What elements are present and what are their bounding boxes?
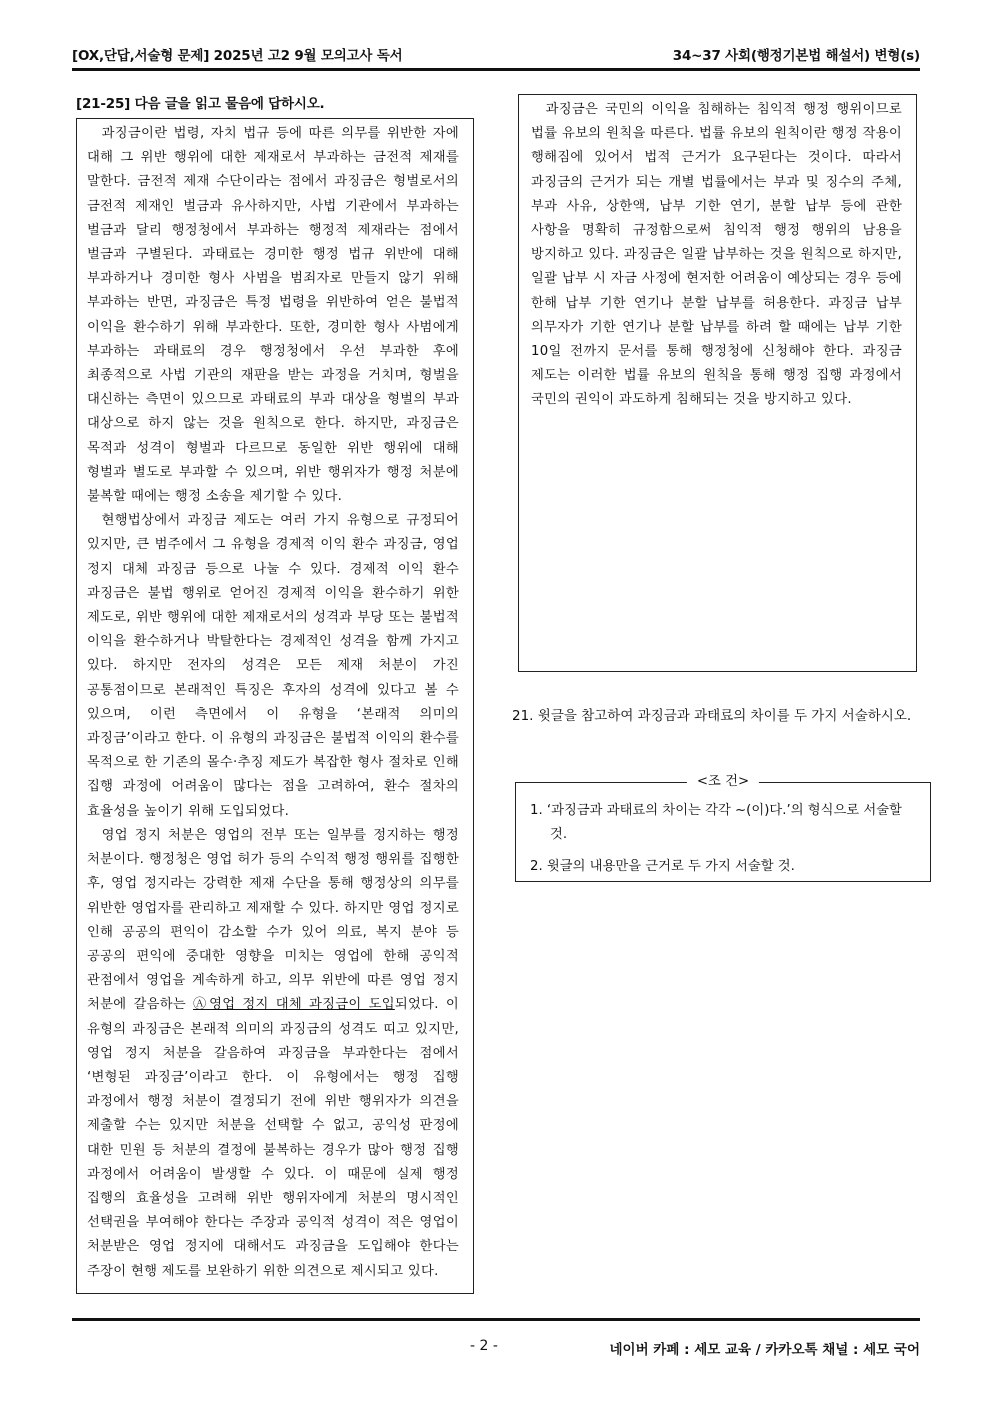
passage-paragraph-3 bbox=[87, 824, 459, 1284]
conditions-title: <조 건> bbox=[687, 773, 759, 791]
condition-item: 2. 윗글의 내용만을 근거로 두 가지 서술할 것. bbox=[530, 859, 795, 874]
footer-credit: 네이버 카페 : 세모 교육 / 카카오톡 채널 : 세모 국어 bbox=[609, 1342, 920, 1358]
header-title: [OX,단답,서술형 문제] 2025년 고2 9월 모의고사 독서 bbox=[72, 48, 403, 64]
top-divider bbox=[72, 68, 920, 71]
passage-paragraph-4: 과징금은 국민의 이익을 침해하는 침익적 행정 행위이므로 법률 유보의 원칙을 따른다. 법률 유보의 원칙이란 행정 작용이 행해짐에 있어서 법적 근거가 요구된다는 것이다. 따라서 과징금의 근거가 되는 개별 법률에서는 부과 및 징수의 주체, 부과 사유, 상한액, 납부 기한 연기, 분할 납부 등에 관한 사항을 명확히 규정함으로써 침익적 행정 행위의 남용을 방지하고 있다. 과징금은 일괄 납부하는 것을 원칙으로 하지만, 일괄 납부 시 자금 사정에 현저한 어려움이 예상되는 경우 등에 한해 납부 기한 연기나 분할 납부를 허용한다. 과징금 납부 의무자가 기한 연기나 분할 납부를 하려 할 때에는 납부 기한 10일 전까지 문서를 통해 행정청에 신청해야 한다. 과징금 제도는 이러한 법률 유보의 원칙을 통해 행정 집행 과정에서 국민의 권익이 과도하게 침해되는 것을 방지하고 있다. bbox=[531, 102, 902, 408]
passage-box-right bbox=[518, 94, 917, 672]
underlined-marker-a: Ⓐ영업 정지 대체 과징금이 도입 bbox=[193, 997, 395, 1013]
conditions-list bbox=[530, 799, 918, 887]
conditions-box bbox=[515, 774, 931, 882]
bottom-divider bbox=[72, 1318, 920, 1321]
question-21 bbox=[512, 704, 922, 728]
section-heading: [21-25] 다음 글을 읽고 물음에 답하시오. bbox=[76, 96, 325, 112]
header-subtitle: 34~37 사회(행정기본법 해설서) 변형(s) bbox=[672, 48, 920, 64]
question-text: 윗글을 참고하여 과징금과 과태료의 차이를 두 가지 서술하시오. bbox=[537, 708, 912, 724]
passage-paragraph-3-start: 영업 정지 처분은 영업의 전부 또는 일부를 정지하는 행정 처분이다. 행정청은 영업 허가 등의 수익적 행정 행위를 집행한 후, 영업 정지라는 강력한 제재 수단을 통해 행정상의 의무를 위반한 영업자를 관리하고 제재할 수 있다. 하지만 영업 정지로 인해 공공의 편익이 감소할 수가 있어 의료, 복지 분야 등 공공의 편익에 중대한 영향을 미치는 영업에 한해 공익적 관점에서 영업을 계속하게 하고, 의무 위반에 따른 영업 정지 처분에 갈음하는 bbox=[87, 827, 459, 1013]
passage-paragraph-3-continued: 되었다. 이 유형의 과징금은 본래적 의미의 과징금의 성격도 띠고 있지만, 영업 정지 처분을 갈음하여 과징금을 부과한다는 점에서 ‘변형된 과징금’이라고 한다. 이 유형에서는 행정 집행 과정에서 행정 처분이 결정되기 전에 위반 행위자가 의견을 제출할 수는 있지만 처분을 선택할 수 없고, 공익성 판정에 대한 민원 등 처분의 결정에 불복하는 경우가 많아 행정 집행 과정에서 어려움이 발생할 수 있다. 이 때문에 실제 행정 집행의 효율성을 고려해 위반 행위자에게 처분의 명시적인 선택권을 부여해야 한다는 주장과 공익적 성격이 적은 영업이 처분받은 영업 정지에 대해서도 과징금을 도입해야 한다는 주장이 현행 제도를 보완하기 위한 의견으로 제시되고 있다. bbox=[87, 997, 459, 1279]
passage-box-left bbox=[76, 118, 474, 1294]
passage-paragraph-2: 현행법상에서 과징금 제도는 여러 가지 유형으로 규정되어 있지만, 큰 범주에서 그 유형을 경제적 이익 환수 과징금, 영업 정지 대체 과징금 등으로 나눌 수 있다. 경제적 이익 환수 과징금은 불법 행위로 얻어진 경제적 이익을 환수하기 위한 제도로, 위반 행위에 대한 제재로서의 성격과 부당 또는 불법적 이익을 환수하거나 박탈한다는 경제적인 성격을 함께 가지고 있다. 하지만 전자의 성격은 모든 제재 처분이 가진 공통점이므로 본래적인 특징은 후자의 성격에 있다고 볼 수 있으며, 이런 측면에서 이 유형을 ‘본래적 의미의 과징금’이라고 한다. 이 유형의 과징금은 불법적 이익의 환수를 목적으로 한 기존의 몰수·추징 제도가 복잡한 형사 절차로 인해 집행 과정에 어려움이 많다는 점을 고려하여, 환수 절차의 효율성을 높이기 위해 도입되었다. bbox=[87, 513, 459, 819]
passage-paragraph-1: 과징금이란 법령, 자치 법규 등에 따른 의무를 위반한 자에 대해 그 위반 행위에 대한 제재로서 부과하는 금전적 제재를 말한다. 금전적 제재 수단이라는 점에서 과징금은 형벌로서의 금전적 제재인 벌금과 유사하지만, 사법 기관에서 부과하는 벌금과 달리 행정청에서 부과하는 행정적 제재라는 점에서 벌금과 구별된다. 과태료는 경미한 행정 법규 위반에 대해 부과하거나 경미한 형사 사범을 범죄자로 만들지 않기 위해 부과하는 반면, 과징금은 특정 법령을 위반하여 얻은 불법적 이익을 환수하기 위해 부과한다. 또한, 경미한 형사 사범에게 부과하는 과태료의 경우 행정청에서 우선 부과한 후에 최종적으로 사법 기관의 재판을 받는 과정을 거치며, 형벌을 대신하는 측면이 있으므로 과태료의 부과 대상을 형벌의 부과 대상으로 하지 않는 것을 원칙으로 한다. 하지만, 과징금은 목적과 성격이 형벌과 다르므로 동일한 위반 행위에 대해 형벌과 별도로 부과할 수 있으며, 위반 행위자가 행정 처분에 불복할 때에는 행정 소송을 제기할 수 있다. bbox=[87, 126, 459, 505]
question-number: 21. bbox=[512, 708, 534, 724]
page-number: - 2 - bbox=[470, 1338, 498, 1354]
condition-item: 1. ‘과징금과 과태료의 차이는 각각 ~(이)다.’의 형식으로 서술할 것. bbox=[530, 803, 902, 842]
